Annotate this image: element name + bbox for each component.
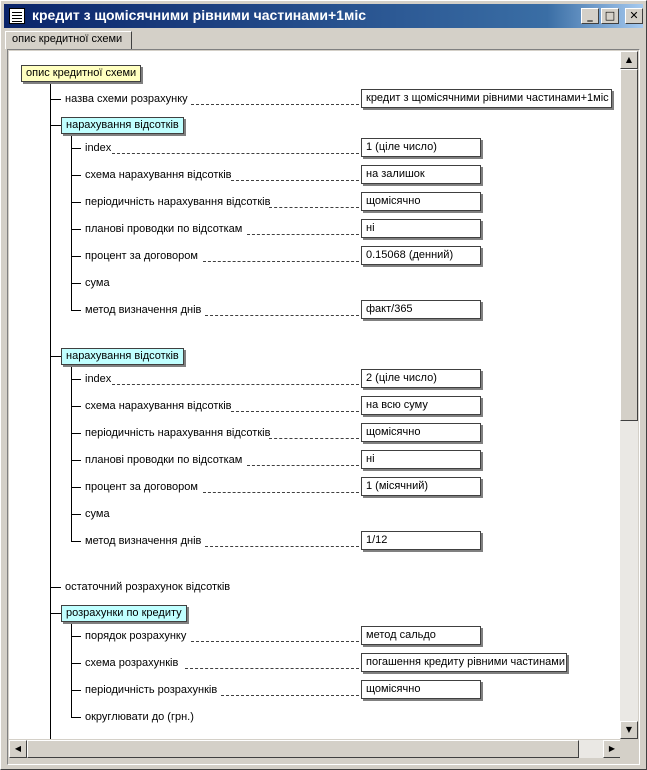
planned-postings-label: планові проводки по відсоткам — [85, 454, 243, 466]
planned-postings-label: планові проводки по відсоткам — [85, 223, 243, 235]
accrual-group-2[interactable]: нарахування відсотків — [61, 348, 184, 365]
contract-rate-label: процент за договором — [85, 250, 198, 262]
settlement-scheme-value[interactable]: погашення кредиту рівними частинами — [361, 653, 567, 672]
tree-connector-branch — [71, 364, 72, 542]
sum-label: сума — [85, 277, 110, 289]
tree-connector — [50, 356, 61, 357]
vertical-scrollbar[interactable] — [620, 51, 638, 739]
index-label: index — [85, 373, 112, 385]
scheme-name-value[interactable]: кредит з щомісячними рівними частинами+1міс — [361, 89, 612, 108]
index-label: index — [85, 142, 112, 154]
rounding-label: округлювати до (грн.) — [85, 711, 194, 723]
window-title: кредит з щомісячними рівними частинами+1міс — [32, 7, 366, 23]
accrual-periodicity-value[interactable]: щомісячно — [361, 423, 481, 442]
tree-connector-main — [50, 83, 51, 739]
document-icon — [9, 8, 25, 24]
credit-settlement-group[interactable]: розрахунки по кредиту — [61, 605, 187, 622]
accrual-periodicity-label: періодичність нарахування відсотків — [85, 427, 271, 439]
tree-connector — [50, 587, 61, 588]
contract-rate-value[interactable]: 0.15068 (денний) — [361, 246, 481, 265]
settlement-scheme-label: схема розрахунків — [85, 657, 179, 669]
tree-connector-branch — [71, 133, 72, 311]
planned-postings-value[interactable]: ні — [361, 450, 481, 469]
index-value[interactable]: 1 (ціле число) — [361, 138, 481, 157]
days-method-label: метод визначення днів — [85, 535, 202, 547]
days-method-value[interactable]: факт/365 — [361, 300, 481, 319]
final-interest-calc-label[interactable]: остаточний розрахунок відсотків — [65, 581, 231, 593]
settlement-periodicity-label: періодичність розрахунків — [85, 684, 218, 696]
accrual-group-1[interactable]: нарахування відсотків — [61, 117, 184, 134]
scheme-name-label: назва схеми розрахунку — [65, 93, 188, 105]
tree-root-node[interactable]: опис кредитної схеми — [21, 65, 141, 82]
planned-postings-value[interactable]: ні — [361, 219, 481, 238]
maximize-button[interactable]: □ — [601, 8, 619, 24]
tree-connector — [50, 613, 61, 614]
horizontal-scroll-thumb[interactable] — [27, 740, 579, 758]
accrual-periodicity-label: періодичність нарахування відсотків — [85, 196, 271, 208]
accrual-scheme-label: схема нарахування відсотків — [85, 169, 232, 181]
contract-rate-value[interactable]: 1 (місячний) — [361, 477, 481, 496]
tree-connector — [50, 99, 61, 100]
tree-panel — [9, 51, 621, 739]
settlement-order-value[interactable]: метод сальдо — [361, 626, 481, 645]
scroll-up-button[interactable]: ▲ — [620, 51, 638, 69]
tab-credit-scheme[interactable]: опис кредитної схеми — [5, 31, 132, 49]
accrual-scheme-label: схема нарахування відсотків — [85, 400, 232, 412]
close-button[interactable]: ✕ — [625, 8, 643, 24]
horizontal-scrollbar[interactable] — [9, 740, 621, 758]
days-method-label: метод визначення днів — [85, 304, 202, 316]
scroll-down-button[interactable]: ▼ — [620, 721, 638, 739]
sum-label: сума — [85, 508, 110, 520]
title-bar[interactable] — [4, 4, 643, 28]
scrollbar-corner — [620, 740, 638, 758]
index-value[interactable]: 2 (ціле число) — [361, 369, 481, 388]
scroll-right-button[interactable]: ▶ — [603, 740, 621, 758]
days-method-value[interactable]: 1/12 — [361, 531, 481, 550]
scroll-left-button[interactable]: ◀ — [9, 740, 27, 758]
tree-view — [7, 49, 640, 765]
tree-connector — [50, 125, 61, 126]
vertical-scroll-thumb[interactable] — [620, 69, 638, 421]
settlement-order-label: порядок розрахунку — [85, 630, 187, 642]
minimize-button[interactable]: _ — [581, 8, 599, 24]
settlement-periodicity-value[interactable]: щомісячно — [361, 680, 481, 699]
accrual-scheme-value[interactable]: на всю суму — [361, 396, 481, 415]
accrual-periodicity-value[interactable]: щомісячно — [361, 192, 481, 211]
accrual-scheme-value[interactable]: на залишок — [361, 165, 481, 184]
contract-rate-label: процент за договором — [85, 481, 198, 493]
